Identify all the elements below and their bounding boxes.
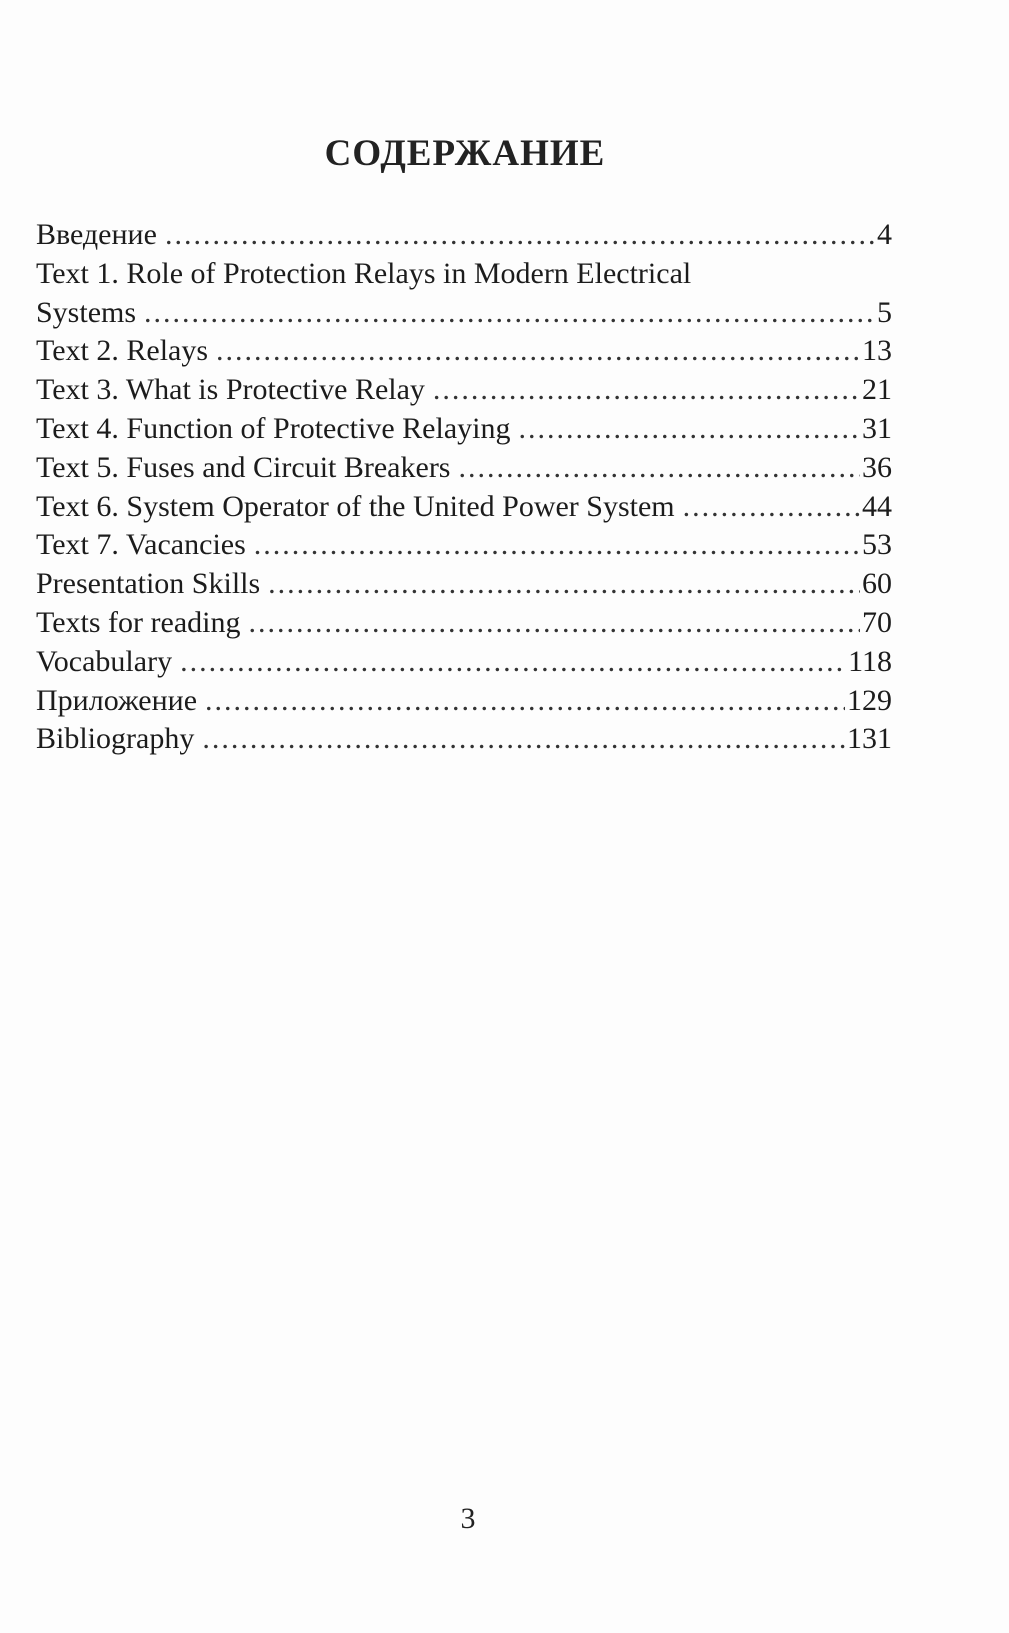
toc-entry-page: 118 <box>848 644 892 678</box>
toc-entry-presentation-skills <box>36 565 892 604</box>
toc-entry-label: Приложение <box>36 683 198 717</box>
toc-leader-dots <box>433 371 860 410</box>
toc-entry-page: 129 <box>847 683 892 717</box>
toc-entry-page: 60 <box>862 567 892 601</box>
toc-entry-label: Введение <box>36 218 157 251</box>
page-number: 3 <box>460 1502 476 1535</box>
toc-entry-page: 5 <box>877 295 892 329</box>
toc-entry-label: Text 6. System Operator of the United Power System <box>36 489 675 523</box>
toc-entry-label: Texts for reading <box>36 605 241 639</box>
toc-entry-page: 44 <box>862 489 892 523</box>
toc-entry-page: 36 <box>862 450 892 484</box>
toc-entry-label: Text 5. Fuses and Circuit Breakers <box>36 450 451 484</box>
toc-leader-dots <box>458 449 860 488</box>
toc-entry-label: Systems <box>36 295 137 329</box>
toc-leader-dots <box>254 526 860 565</box>
toc-entry-label: Vocabulary <box>36 644 173 678</box>
toc-entry-bibliography <box>36 720 892 759</box>
toc-entry-label: Text 2. Relays <box>36 334 209 368</box>
toc-entry-text4 <box>36 410 892 449</box>
toc-entry-page: 131 <box>847 722 892 756</box>
toc-entry-appendix <box>36 682 892 721</box>
toc-entry-page: 13 <box>862 334 892 368</box>
toc-leader-dots <box>268 565 860 604</box>
toc-leader-dots <box>180 643 846 682</box>
toc-entry-text3 <box>36 371 892 410</box>
toc-entry-text2 <box>36 332 892 371</box>
toc-leader-dots <box>202 720 845 759</box>
page-title: СОДЕРЖАНИЕ <box>324 133 606 174</box>
toc-entry-introduction <box>36 216 892 255</box>
toc-entry-vocabulary <box>36 643 892 682</box>
toc-leader-dots <box>518 410 860 449</box>
toc-leader-dots <box>249 604 861 643</box>
toc-entry-label: Text 7. Vacancies <box>36 528 246 562</box>
toc-leader-dots <box>165 216 875 255</box>
toc-entry-texts-for-reading <box>36 604 892 643</box>
toc-leader-dots <box>144 294 875 333</box>
toc-entry-page: 21 <box>862 373 892 407</box>
toc-leader-dots <box>683 488 860 527</box>
toc-entry-page: 4 <box>877 218 892 251</box>
toc-entry-page: 53 <box>862 528 892 562</box>
toc-entry-page: 31 <box>862 411 892 445</box>
toc-entry-text1 <box>36 294 892 333</box>
table-of-contents <box>36 216 892 759</box>
toc-entry-text5 <box>36 449 892 488</box>
toc-leader-dots <box>205 682 845 721</box>
toc-entry-text7 <box>36 526 892 565</box>
toc-entry-label: Presentation Skills <box>36 567 261 601</box>
toc-leader-dots <box>216 332 860 371</box>
toc-entry-label: Text 4. Function of Protective Relaying <box>36 411 511 445</box>
toc-entry-label: Bibliography <box>36 722 195 756</box>
toc-entry-label: Text 3. What is Protective Relay <box>36 373 425 407</box>
toc-entry-page: 70 <box>862 605 892 639</box>
toc-entry-text6 <box>36 488 892 527</box>
toc-entry-text1-line1: Text 1. Role of Protection Relays in Modern Electrical <box>36 256 692 290</box>
